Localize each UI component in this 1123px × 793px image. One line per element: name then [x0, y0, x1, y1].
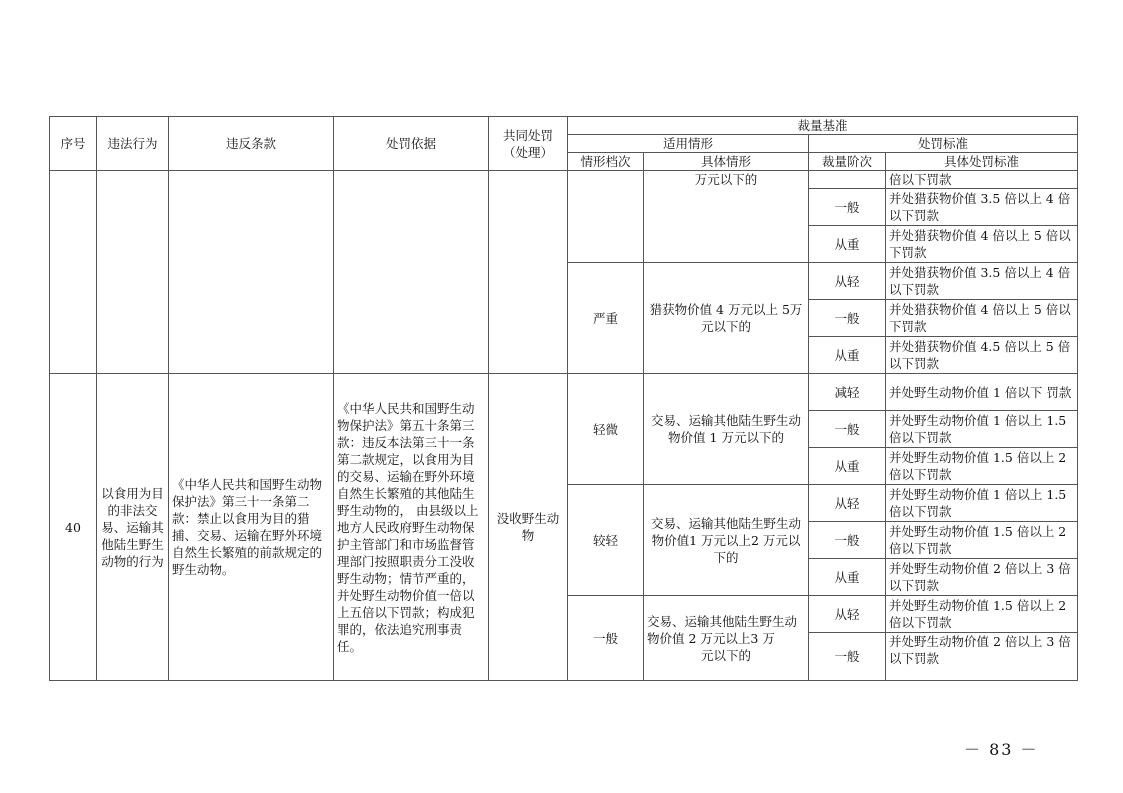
cont-std-2: 并处猎获物价值 4 倍以上 5 倍以下罚款	[886, 226, 1078, 263]
group0-stage-0: 减轻	[809, 374, 886, 411]
cont-stage-0	[809, 171, 886, 189]
header-clause: 违反条款	[169, 117, 334, 171]
severe-situation: 猎获物价值 4 万元以上 5万元以下的	[644, 263, 809, 374]
group1-situation: 交易、运输其他陆生野生动物价值1 万元以上2 万元以下的	[644, 485, 809, 596]
entry-clause: 《中华人民共和国野生动物保护法》第三十一条第二款：禁止以食用为目的猎捕、交易、运输在野外环境自然生长繁殖的前款规定的野生动物。	[169, 374, 334, 681]
header-penalty-std: 处罚标准	[809, 135, 1078, 153]
table-row	[50, 171, 1078, 189]
severe-stage-1: 一般	[809, 300, 886, 337]
entry-no: 40	[50, 374, 97, 681]
severe-stage-2: 从重	[809, 337, 886, 374]
header-level: 情形档次	[568, 153, 644, 171]
group0-std-2: 并处野生动物价值 1.5 倍以上 2 倍以下罚款	[886, 448, 1078, 485]
group1-std-2: 并处野生动物价值 2 倍以上 3 倍以下罚款	[886, 559, 1078, 596]
group0-situation: 交易、运输其他陆生野生动物价值 1 万元以下的	[644, 374, 809, 485]
header-basis: 处罚依据	[334, 117, 489, 171]
header-no: 序号	[50, 117, 97, 171]
cell-empty-common	[489, 171, 568, 374]
cell-empty-no	[50, 171, 97, 374]
group2-situation-b: 元以下的	[700, 647, 751, 663]
group0-std-0: 并处野生动物价值 1 倍以下 罚款	[886, 374, 1078, 411]
group0-std-1: 并处野生动物价值 1 倍以上 1.5 倍以下罚款	[886, 411, 1078, 448]
cell-empty-act	[97, 171, 169, 374]
group0-stage-2: 从重	[809, 448, 886, 485]
severe-stage-0: 从轻	[809, 263, 886, 300]
group2-situation-a: 交易、运输其他陆生野生动物价值 2 万元以上3 万	[647, 613, 798, 646]
group1-std-1: 并处野生动物价值 1.5 倍以上 2 倍以下罚款	[886, 522, 1078, 559]
cont-std-0: 倍以下罚款	[886, 171, 1078, 189]
group1-std-0: 并处野生动物价值 1 倍以上 1.5 倍以下罚款	[886, 485, 1078, 522]
severe-std-1: 并处猎获物价值 4 倍以上 5 倍以下罚款	[886, 300, 1078, 337]
cont-stage-1: 一般	[809, 189, 886, 226]
group1-level: 较轻	[568, 485, 644, 596]
severe-std-2: 并处猎获物价值 4.5 倍以上 5 倍以下罚款	[886, 337, 1078, 374]
severe-level: 严重	[568, 263, 644, 374]
cell-empty-clause	[169, 171, 334, 374]
group2-stage-0: 从轻	[809, 596, 886, 633]
group1-stage-0: 从轻	[809, 485, 886, 522]
cont-stage-2: 从重	[809, 226, 886, 263]
group2-level: 一般	[568, 596, 644, 681]
entry-common: 没收野生动物	[489, 374, 568, 681]
discretion-table	[49, 116, 1078, 681]
header-row-1	[50, 117, 1078, 135]
header-discretion: 裁量基准	[568, 117, 1078, 135]
entry-basis: 《中华人民共和国野生动物保护法》第五十条第三款：违反本法第三十一条第二款规定，以食用为目的交易、运输在野外环境自然生长繁殖的其他陆生野生动物的， 由县级以上地方人民政府野生动物保护主管部门和市场监督管理部门按照职责分工没收野生动物；情节严重的，并处野生动物价值一倍以上五倍以下罚款；构成犯罪的，依法追究刑事责任。	[334, 374, 489, 681]
group1-stage-2: 从重	[809, 559, 886, 596]
header-common: 共同处罚（处理）	[489, 117, 568, 171]
header-act: 违法行为	[97, 117, 169, 171]
group0-level: 轻微	[568, 374, 644, 485]
header-applicable: 适用情形	[568, 135, 809, 153]
cell-empty-basis	[334, 171, 489, 374]
group2-stage-1: 一般	[809, 633, 886, 681]
header-specific-std: 具体处罚标准	[886, 153, 1078, 171]
severe-std-0: 并处猎获物价值 3.5 倍以上 4 倍以下罚款	[886, 263, 1078, 300]
group2-std-1: 并处野生动物价值 2 倍以上 3 倍以下罚款	[886, 633, 1078, 681]
penalty-table-sheet	[49, 116, 1077, 681]
table-row	[50, 374, 1078, 411]
cont-situation: 万元以下的	[644, 171, 809, 263]
group2-std-0: 并处野生动物价值 1.5 倍以上 2 倍以下罚款	[886, 596, 1078, 633]
header-specific: 具体情形	[644, 153, 809, 171]
group1-stage-1: 一般	[809, 522, 886, 559]
cell-empty-level	[568, 171, 644, 263]
cont-std-1: 并处猎获物价值 3.5 倍以上 4 倍以下罚款	[886, 189, 1078, 226]
header-stage: 裁量阶次	[809, 153, 886, 171]
group2-situation	[644, 596, 809, 681]
entry-act: 以食用为目的非法交易、运输其他陆生野生动物的行为	[97, 374, 169, 681]
page-number: － 83 －	[964, 740, 1039, 759]
group0-stage-1: 一般	[809, 411, 886, 448]
